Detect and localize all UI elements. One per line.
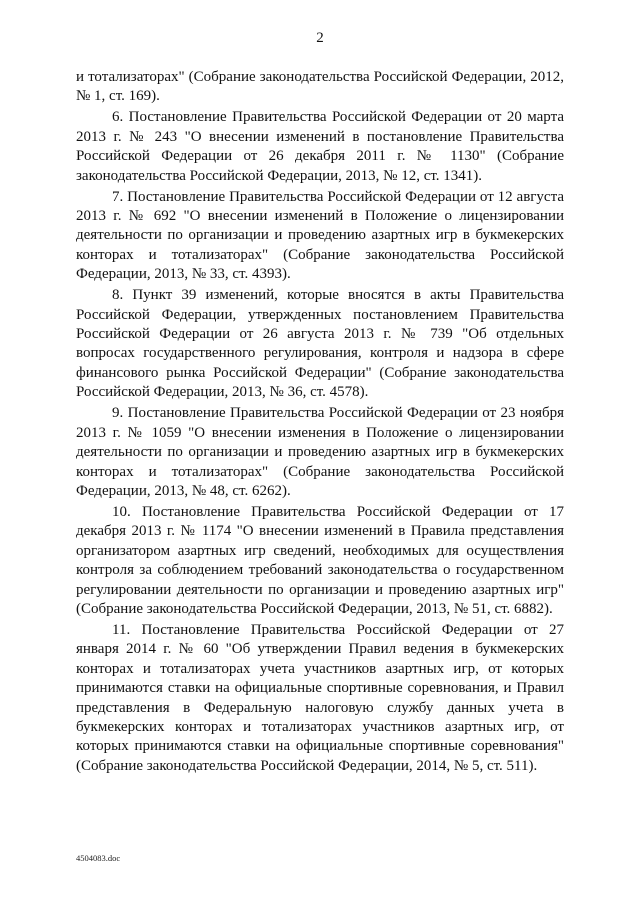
paragraph-item-11: 11. Постановление Правительства Российской Федерации от 27 января 2014 г. № 60 "Об утверждении Правил ведения в букмекерских конторах и тотализаторах учета участников азартных игр, от которых принимаются ставки на официальные спортивные соревнования, и Правил представления в Федеральную налоговую службу данных учета в букмекерских конторах и тотализаторах участников азартных игр, от которых принимаются ставки на официальные спортивные соревнования" (Собрание законодательства Российской Федерации, 2014, № 5, ст. 511). [76, 621, 564, 774]
paragraph-item-7: 7. Постановление Правительства Российской Федерации от 12 августа 2013 г. № 692 "О внесении изменений в Положение о лицензировании деятельности по организации и проведению азартных игр в букмекерских конторах и тотализаторах" (Собрание законодательства Российской Федерации, 2013, № 33, ст. 4393). [76, 188, 564, 283]
paragraph-item-9: 9. Постановление Правительства Российской Федерации от 23 ноября 2013 г. № 1059 "О внесении изменения в Положение о лицензировании деятельности по организации и проведению азартных игр в букмекерских конторах и тотализаторах" (Собрание законодательства Российской Федерации, 2013, № 48, ст. 6262). [76, 405, 564, 499]
document-body [76, 68, 564, 778]
footer-filename: 4504083.doc [76, 853, 121, 863]
page-number: 2 [316, 30, 324, 46]
paragraph-continuation: и тотализаторах" (Собрание законодательства Российской Федерации, 2012, № 1, ст. 169). [76, 69, 564, 105]
paragraph-item-8: 8. Пункт 39 изменений, которые вносятся в акты Правительства Российской Федерации, утвержденных постановлением Правительства Российской Федерации от 26 августа 2013 г. № 739 "Об отдельных вопросах государственного регулирования, контроля и надзора в сфере финансового рынка Российской Федерации" (Собрание законодательства Российской Федерации, 2013, № 36, ст. 4578). [76, 287, 564, 401]
paragraph-item-6: 6. Постановление Правительства Российской Федерации от 20 марта 2013 г. № 243 "О внесении изменений в постановление Правительства Российской Федерации от 26 декабря 2011 г. № 1130" (Собрание законодательства Российской Федерации, 2013, № 12, ст. 1341). [76, 109, 564, 184]
paragraph-item-10: 10. Постановление Правительства Российской Федерации от 17 декабря 2013 г. № 1174 "О внесении изменений в Правила представления организатором азартных игр сведений, необходимых для осуществления контроля за соблюдением требований законодательства о государственном регулировании деятельности по организации и проведению азартных игр" (Собрание законодательства Российской Федерации, 2013, № 51, ст. 6882). [76, 503, 564, 617]
